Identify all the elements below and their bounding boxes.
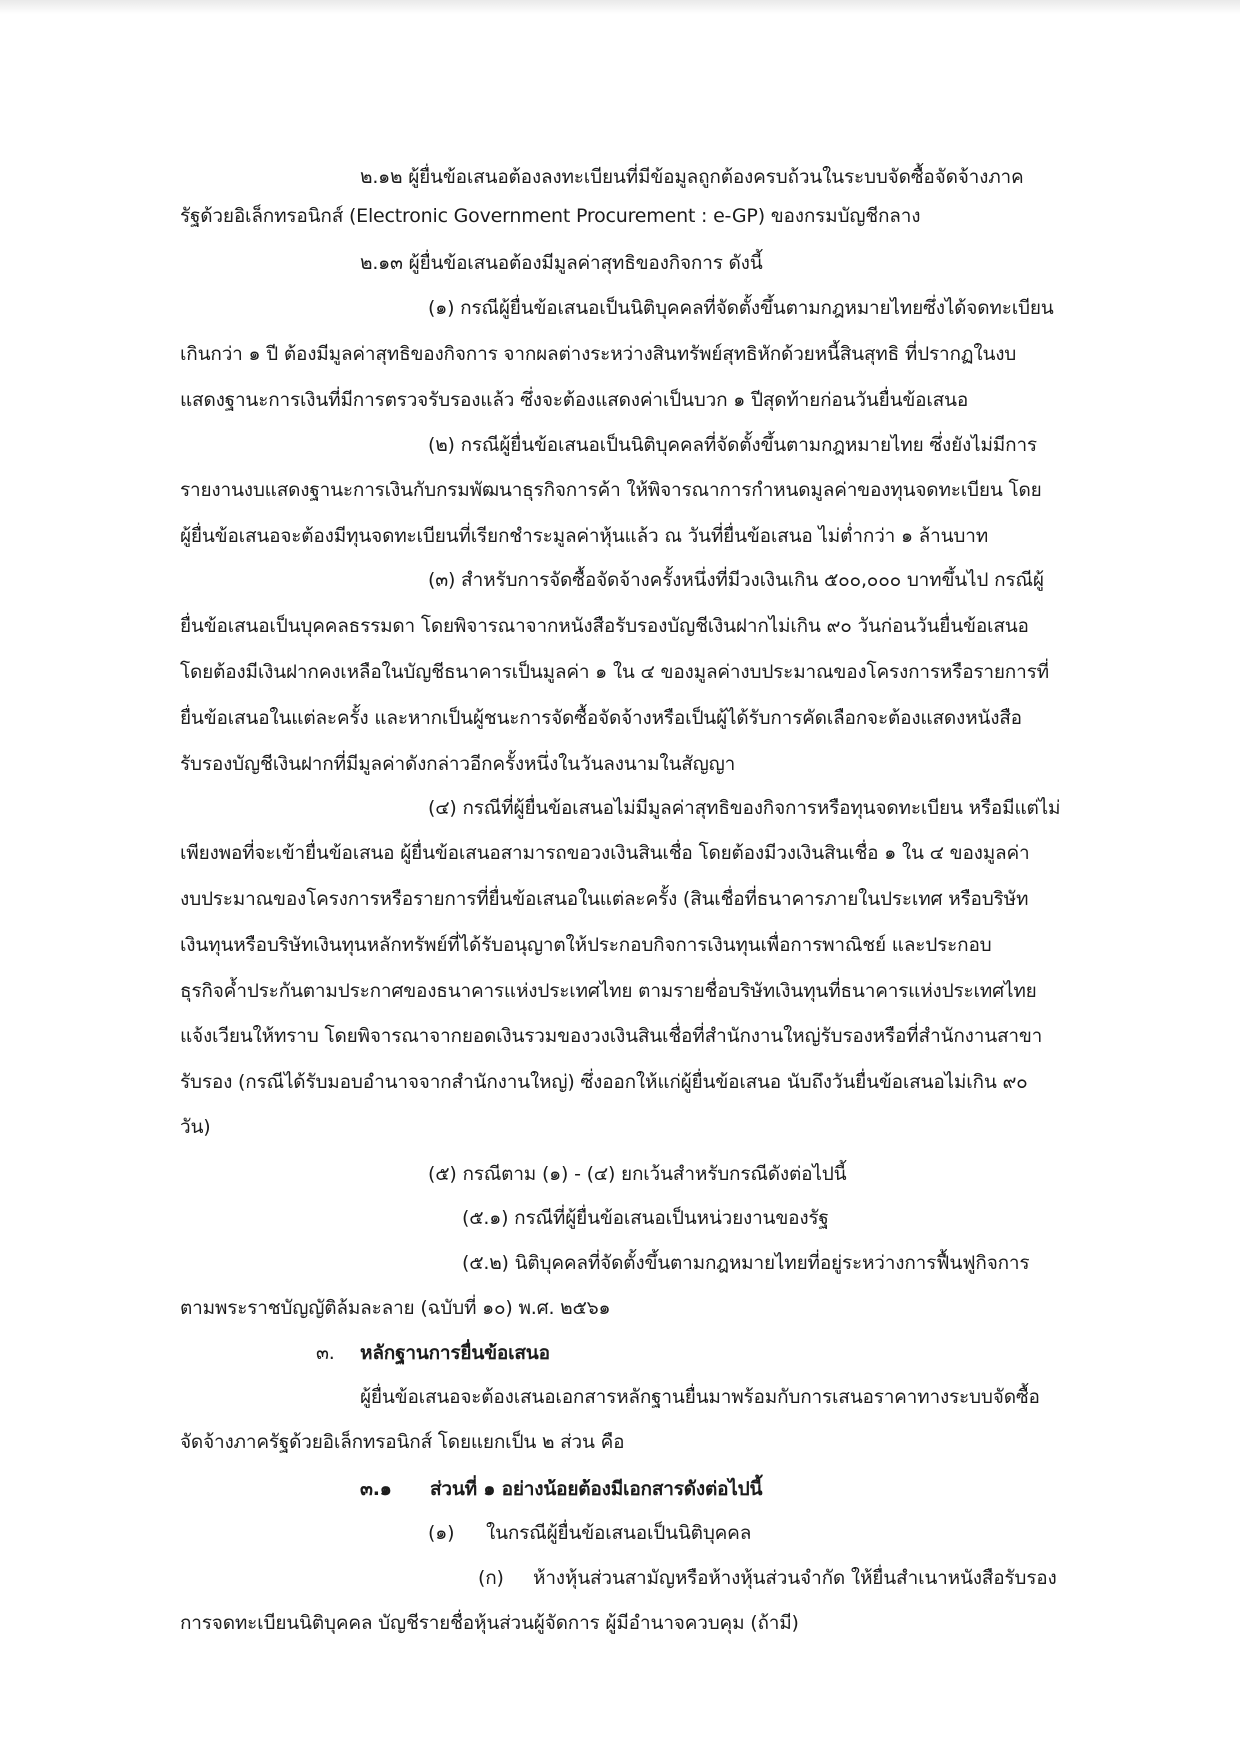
scan-edge <box>0 0 1240 14</box>
item-3-line-1: (๓) สำหรับการจัดซื้อจัดจ้างครั้งหนึ่งที่มีวงเงินเกิน ๕๐๐,๐๐๐ บาทขึ้นไป กรณีผู้ <box>428 569 1044 591</box>
item-4-line-7: รับรอง (กรณีได้รับมอบอำนาจจากสำนักงานใหญ่) ซึ่งออกให้แก่ผู้ยื่นข้อเสนอ นับถึงวันยื่นข้อเสนอไม่เกิน ๙๐ <box>180 1071 1028 1093</box>
item-4-line-3: งบประมาณของโครงการหรือรายการที่ยื่นข้อเสนอในแต่ละครั้ง (สินเชื่อที่ธนาคารภายในประเทศ หรือบริษัท <box>180 888 1029 910</box>
item-1-marker: (๑) <box>428 1522 455 1544</box>
section-3-line-2: จัดจ้างภาครัฐด้วยอิเล็กทรอนิกส์ โดยแยกเป็น ๒ ส่วน คือ <box>180 1431 625 1453</box>
item-3-line-2: ยื่นข้อเสนอเป็นบุคคลธรรมดา โดยพิจารณาจากหนังสือรับรองบัญชีเงินฝากไม่เกิน ๙๐ วันก่อนวันยื่นข้อเสนอ <box>180 615 1029 637</box>
item-4-line-2: เพียงพอที่จะเข้ายื่นข้อเสนอ ผู้ยื่นข้อเสนอสามารถขอวงเงินสินเชื่อ โดยต้องมีวงเงินสินเชื่อ ๑ ใน ๔ ของมูลค่า <box>180 842 1030 864</box>
clause-2-12-line-2: รัฐด้วยอิเล็กทรอนิกส์ (Electronic Government Procurement : e-GP) ของกรมบัญชีกลาง <box>180 205 921 227</box>
item-ko-line-1: ห้างหุ้นส่วนสามัญหรือห้างหุ้นส่วนจำกัด ให้ยื่นสำเนาหนังสือรับรอง <box>533 1567 1057 1589</box>
section-3-line-1: ผู้ยื่นข้อเสนอจะต้องเสนอเอกสารหลักฐานยื่นมาพร้อมกับการเสนอราคาทางระบบจัดซื้อ <box>360 1386 1040 1408</box>
item-3-line-5: รับรองบัญชีเงินฝากที่มีมูลค่าดังกล่าวอีกครั้งหนึ่งในวันลงนามในสัญญา <box>180 753 736 775</box>
item-1-line-2: เกินกว่า ๑ ปี ต้องมีมูลค่าสุทธิของกิจการ จากผลต่างระหว่างสินทรัพย์สุทธิหักด้วยหนี้สินสุทธิ ที่ปรากฏในงบ <box>180 343 1017 365</box>
item-4-line-8: วัน) <box>180 1116 211 1138</box>
section-3-1-title: ส่วนที่ ๑ อย่างน้อยต้องมีเอกสารดังต่อไปนี้ <box>430 1478 763 1500</box>
item-1-line-3: แสดงฐานะการเงินที่มีการตรวจรับรองแล้ว ซึ่งจะต้องแสดงค่าเป็นบวก ๑ ปีสุดท้ายก่อนวันยื่นข้อเสนอ <box>180 389 969 411</box>
item-3-line-3: โดยต้องมีเงินฝากคงเหลือในบัญชีธนาคารเป็นมูลค่า ๑ ใน ๔ ของมูลค่างบประมาณของโครงการหรือรายการที่ <box>180 661 1049 683</box>
item-5-1: (๕.๑) กรณีที่ผู้ยื่นข้อเสนอเป็นหน่วยงานของรัฐ <box>462 1207 829 1229</box>
section-3-1-number: ๓.๑ <box>360 1478 392 1500</box>
item-5-heading: (๕) กรณีตาม (๑) - (๔) ยกเว้นสำหรับกรณีดังต่อไปนี้ <box>428 1163 847 1185</box>
item-4-line-5: ธุรกิจค้ำประกันตามประกาศของธนาคารแห่งประเทศไทย ตามรายชื่อบริษัทเงินทุนที่ธนาคารแห่งประเทศไทย <box>180 980 1037 1002</box>
item-4-line-4: เงินทุนหรือบริษัทเงินทุนหลักทรัพย์ที่ได้รับอนุญาตให้ประกอบกิจการเงินทุนเพื่อการพาณิชย์ และประกอบ <box>180 934 992 956</box>
item-2-line-1: (๒) กรณีผู้ยื่นข้อเสนอเป็นนิติบุคคลที่จัดตั้งขึ้นตามกฎหมายไทย ซึ่งยังไม่มีการ <box>428 434 1037 456</box>
item-1-line-1: (๑) กรณีผู้ยื่นข้อเสนอเป็นนิติบุคคลที่จัดตั้งขึ้นตามกฎหมายไทยซึ่งได้จดทะเบียน <box>428 297 1054 319</box>
item-1-text: ในกรณีผู้ยื่นข้อเสนอเป็นนิติบุคคล <box>486 1522 752 1544</box>
section-3-number: ๓. <box>316 1342 335 1364</box>
item-4-line-1: (๔) กรณีที่ผู้ยื่นข้อเสนอไม่มีมูลค่าสุทธิของกิจการหรือทุนจดทะเบียน หรือมีแต่ไม่ <box>428 797 1061 819</box>
item-2-line-2: รายงานงบแสดงฐานะการเงินกับกรมพัฒนาธุรกิจการค้า ให้พิจารณาการกำหนดมูลค่าของทุนจดทะเบียน โดย <box>180 479 1042 501</box>
section-3-title: หลักฐานการยื่นข้อเสนอ <box>360 1342 550 1364</box>
clause-2-13-heading: ๒.๑๓ ผู้ยื่นข้อเสนอต้องมีมูลค่าสุทธิของกิจการ ดังนี้ <box>360 252 763 274</box>
item-2-line-3: ผู้ยื่นข้อเสนอจะต้องมีทุนจดทะเบียนที่เรียกชำระมูลค่าหุ้นแล้ว ณ วันที่ยื่นข้อเสนอ ไม่ต่ำกว่า ๑ ล้านบาท <box>180 525 989 547</box>
item-ko-line-2: การจดทะเบียนนิติบุคคล บัญชีรายชื่อหุ้นส่วนผู้จัดการ ผู้มีอำนาจควบคุม (ถ้ามี) <box>180 1612 799 1634</box>
clause-2-12-line-1: ๒.๑๒ ผู้ยื่นข้อเสนอต้องลงทะเบียนที่มีข้อมูลถูกต้องครบถ้วนในระบบจัดซื้อจัดจ้างภาค <box>360 166 1024 188</box>
item-3-line-4: ยื่นข้อเสนอในแต่ละครั้ง และหากเป็นผู้ชนะการจัดซื้อจัดจ้างหรือเป็นผู้ได้รับการคัดเลือกจะต้องแสดงหนังสือ <box>180 707 1022 729</box>
item-5-2-line-1: (๕.๒) นิติบุคคลที่จัดตั้งขึ้นตามกฎหมายไทยที่อยู่ระหว่างการฟื้นฟูกิจการ <box>462 1252 1030 1274</box>
item-5-2-line-2: ตามพระราชบัญญัติล้มละลาย (ฉบับที่ ๑๐) พ.ศ. ๒๕๖๑ <box>180 1297 611 1319</box>
item-ko-marker: (ก) <box>478 1567 504 1589</box>
item-4-line-6: แจ้งเวียนให้ทราบ โดยพิจารณาจากยอดเงินรวมของวงเงินสินเชื่อที่สำนักงานใหญ่รับรองหรือที่สำนักงานสาขา <box>180 1025 1043 1047</box>
